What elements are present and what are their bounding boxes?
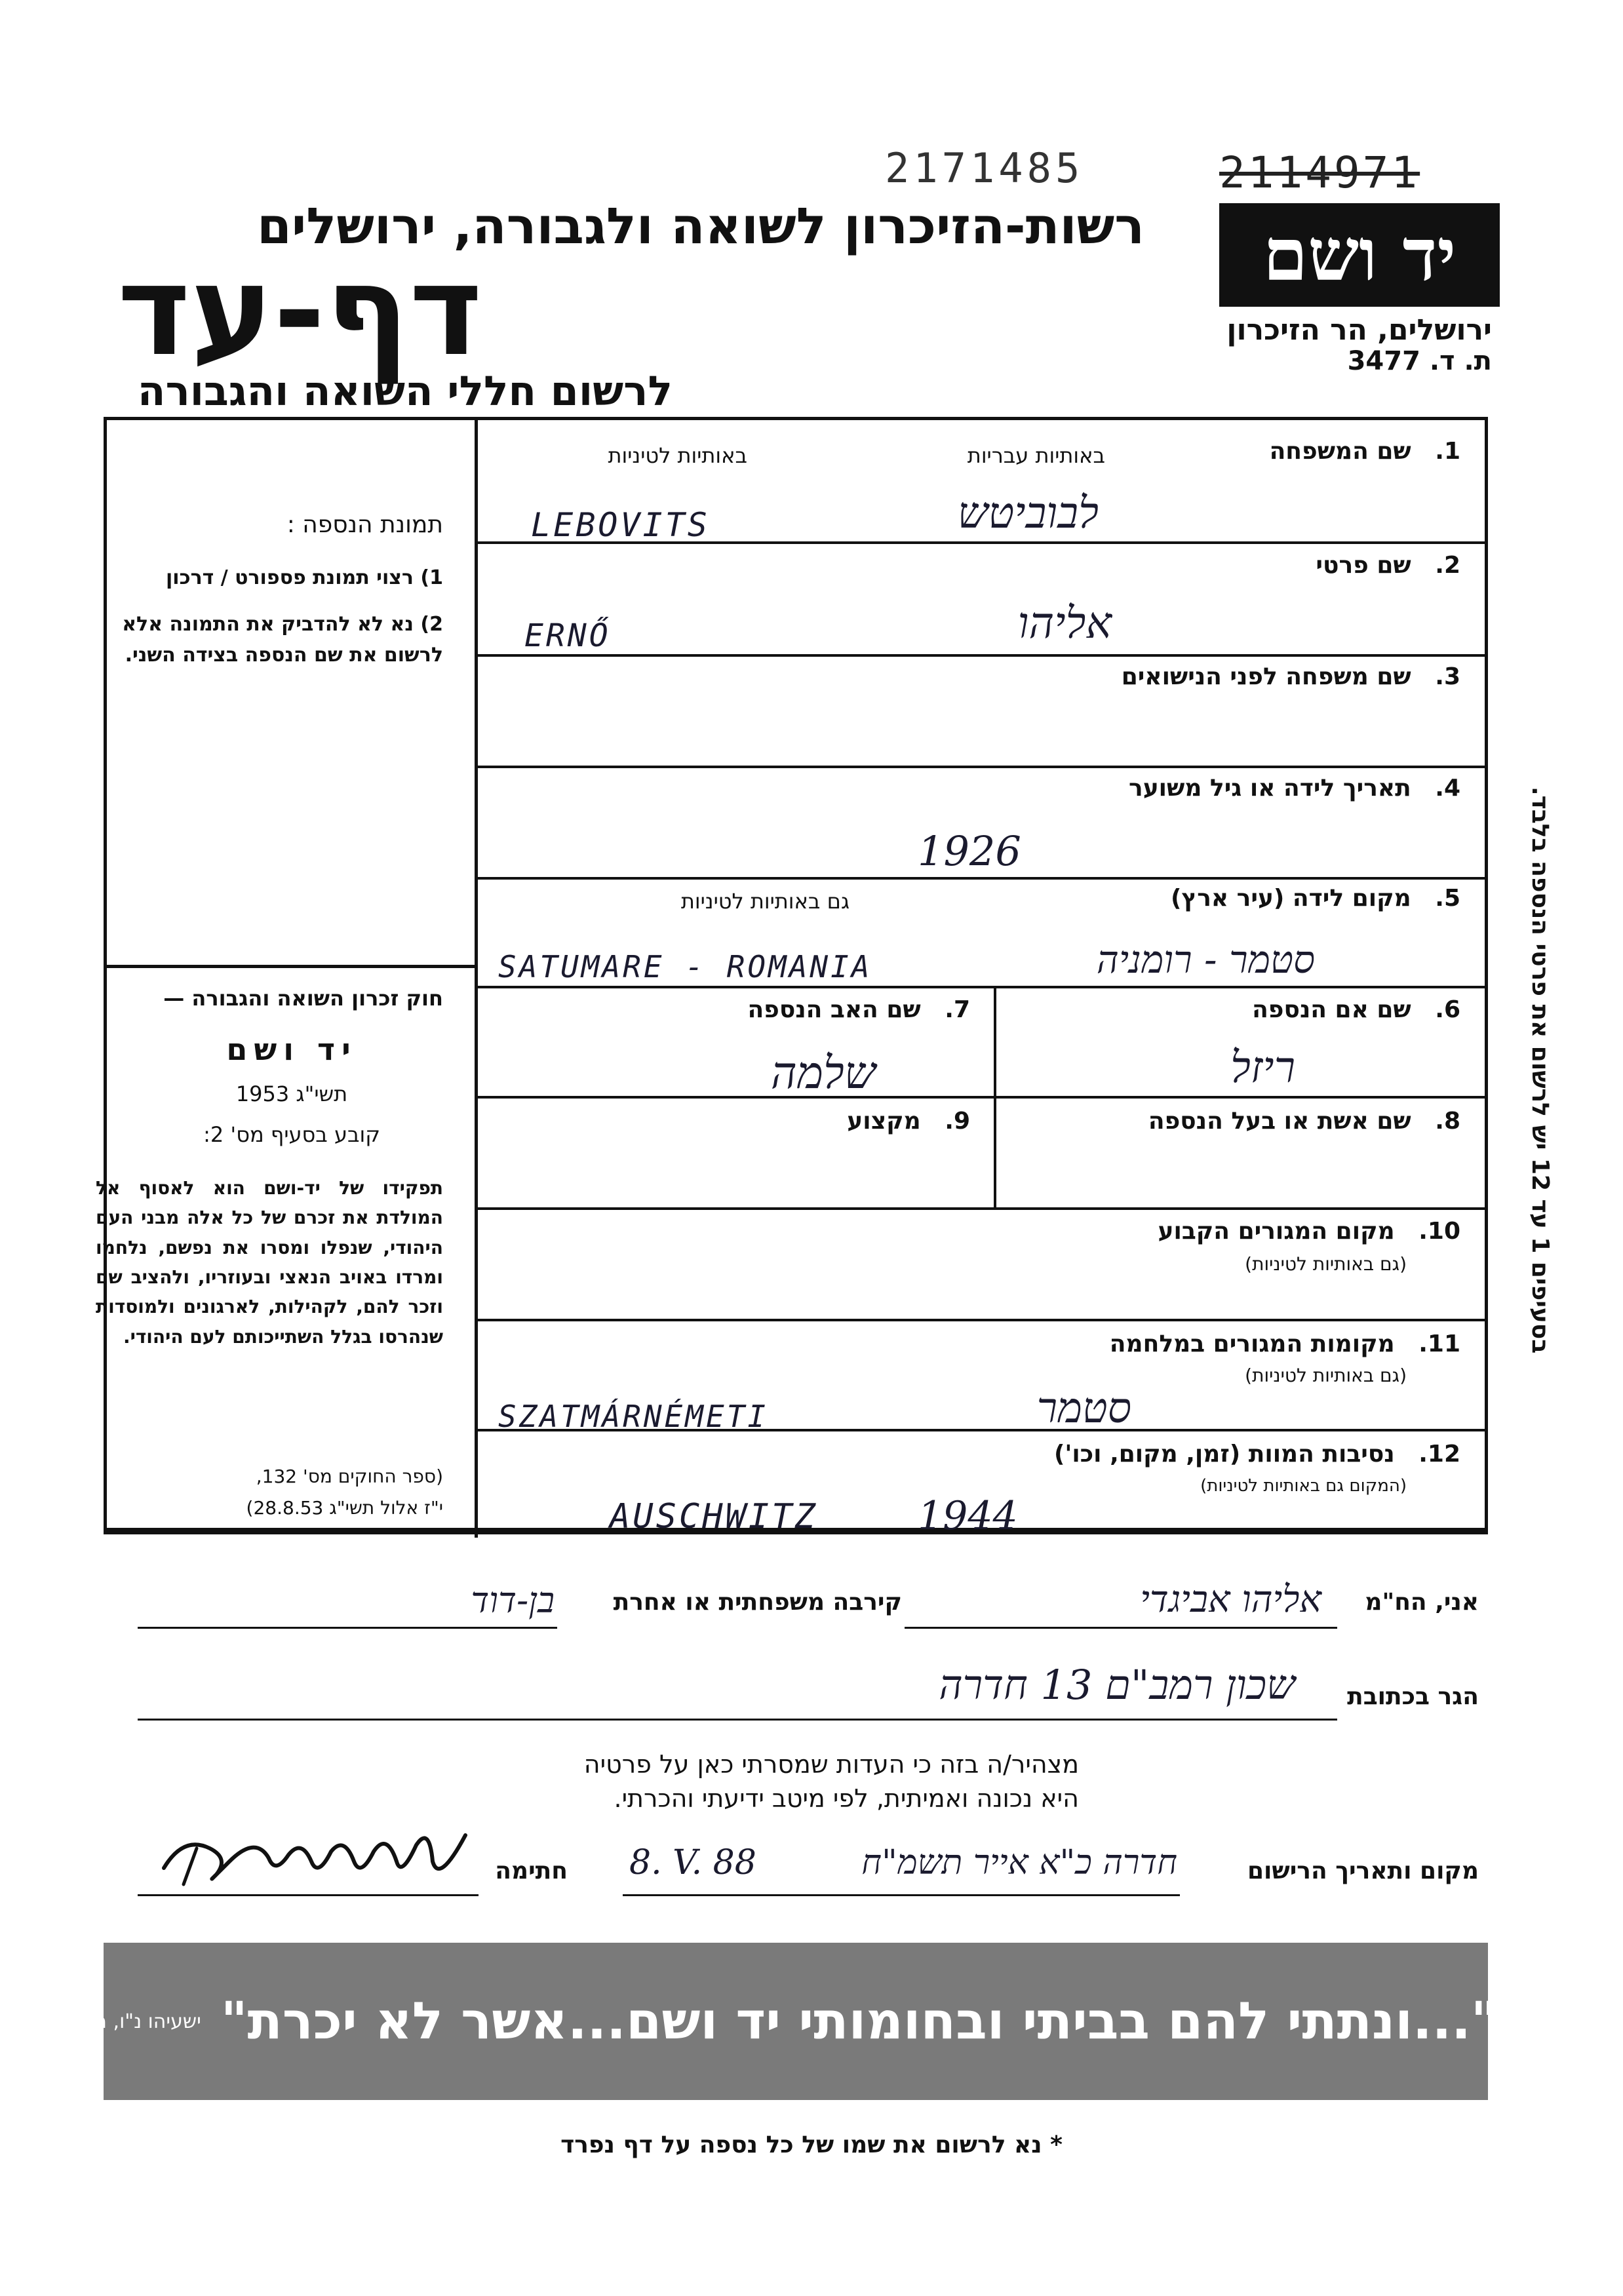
split-divider (994, 986, 996, 1207)
field-9-text: מקצוע (847, 1108, 921, 1135)
field-12-label (1054, 1441, 1460, 1468)
field-8-label (1148, 1108, 1460, 1135)
side-divider (104, 965, 477, 968)
field-5-label (1171, 885, 1460, 912)
field-4-label (1129, 775, 1460, 802)
law-year: תשי"ג 1953 (235, 1081, 348, 1106)
field-6-label (1252, 996, 1460, 1023)
field-7-number: 7. (945, 996, 970, 1023)
field-2-number: 2. (1435, 552, 1460, 579)
field-1-latin-note: באותיות לטיניות (608, 443, 747, 468)
page-subtitle: לרשום חללי השואה והגבורה (137, 367, 673, 415)
column-divider (475, 417, 478, 1538)
field-10-label (1158, 1218, 1461, 1245)
relation-value[interactable]: בן-דוד (471, 1580, 555, 1621)
law-clause: קובע בסעיף מס' 2: (203, 1122, 380, 1147)
wartime-residence-hebrew-value[interactable]: סטמר (1036, 1384, 1131, 1433)
death-year-value[interactable]: 1944 (918, 1493, 1018, 1539)
logo-text: יד ושם (1262, 212, 1457, 297)
field-8-text: שם אשת או בעל הנספה (1148, 1108, 1411, 1135)
banner-source: ישעיהו נ"ו, ה (94, 2010, 201, 2033)
field-9-label (847, 1108, 970, 1135)
address-value[interactable]: שכון רמב"ם 13 חדרה (939, 1661, 1295, 1709)
field-11-label (1110, 1331, 1460, 1357)
field-10-sub: (גם באותיות לטיניות) (1245, 1253, 1407, 1275)
field-11-number: 11. (1418, 1331, 1460, 1357)
field-9-number: 9. (945, 1108, 970, 1135)
field-11-sub: (גם באותיות לטיניות) (1245, 1365, 1407, 1386)
field-2-text: שם פרטי (1316, 552, 1411, 579)
relation-label: קירבה משפחתית או אחרת (613, 1589, 902, 1616)
declarant-name-line (905, 1627, 1337, 1629)
law-source-2: י"ז אלול תשי"ג 28.8.53) (246, 1497, 443, 1519)
place-date-label: מקום ותאריך הרישום (1247, 1858, 1479, 1884)
surname-hebrew-value[interactable]: לבוביטש (957, 488, 1099, 538)
row-divider (475, 1096, 1488, 1099)
birthplace-hebrew-value[interactable]: סטמר - רומניה (1096, 937, 1315, 982)
photo-note-1: 1) רצוי תמונת פספורט / דרכון (165, 566, 443, 589)
field-5-number: 5. (1435, 885, 1460, 912)
field-12-number: 12. (1418, 1441, 1460, 1468)
field-3-number: 3. (1435, 663, 1460, 690)
mother-name-value[interactable]: ריזל (1230, 1042, 1295, 1093)
field-4-text: תאריך לידה או גיל משוער (1129, 775, 1411, 802)
authority-heading: רשות-הזיכרון לשואה ולגבורה, ירושלים (257, 197, 1144, 255)
field-7-text: שם האב הנספה (747, 996, 921, 1023)
surname-latin-value[interactable]: LEBOVITS (531, 506, 710, 544)
field-3-label (1122, 663, 1460, 690)
statement-line-1: מצהיר/ה בזה כי העדות שמסרתי כאן על פרטיה (583, 1750, 1079, 1779)
page-title: דף-עד (117, 239, 482, 383)
field-1-hebrew-note: באותיות עבריות (967, 443, 1105, 468)
field-12-sub: (המקום גם באותיות לטיניות) (1200, 1476, 1407, 1496)
registration-date-value[interactable]: 8. V. 88 (629, 1843, 756, 1882)
field-1-number: 1. (1435, 438, 1460, 465)
photo-title: תמונת הנספה : (286, 511, 443, 538)
field-10-number: 10. (1418, 1218, 1460, 1245)
law-source-1: (ספר החוקים מס' 132, (256, 1466, 443, 1487)
field-5-text: מקום לידה (עיר ארץ) (1171, 885, 1411, 912)
law-title: חוק זכרון השואה והגבורה — (163, 986, 443, 1011)
row-divider (475, 986, 1488, 988)
place-date-line (623, 1894, 1180, 1896)
signature-image (157, 1822, 472, 1894)
law-body: תפקידו של יד-ושם הוא לאסוף אל המולדת את זכרם של כל אלה מבני העם היהודי, שנפלו ומסרו את נפשם, נלחמו ומרדו באויב הנאצי ובעוזריו, ולהציב שם וזכר להם, לקהילות, לארגונים ולמוסדות שנהרסו בגלל השתייכותם לעם היהודי. (96, 1177, 443, 1348)
address-line (138, 1719, 1337, 1721)
row-divider (475, 877, 1488, 880)
field-7-label (747, 996, 970, 1023)
row-divider (475, 1207, 1488, 1210)
first-name-hebrew-value[interactable]: אליהו (1017, 598, 1112, 648)
first-name-latin-value[interactable]: ERNŐ (524, 617, 611, 654)
relation-line (138, 1627, 557, 1629)
form-number: 2171485 (885, 144, 1084, 192)
field-10-text: מקום המגורים הקבוע (1158, 1218, 1395, 1245)
field-12-text: נסיבות המוות (זמן, מקום, וכו') (1053, 1441, 1395, 1468)
yad-vashem-logo (1219, 203, 1500, 307)
declarant-name-value[interactable]: אליהו אביגדי (1140, 1578, 1321, 1621)
field-5-latin-note: גם באותיות לטיניות (680, 889, 850, 914)
field-3-text: שם משפחה לפני הנישואים (1121, 663, 1411, 690)
law-name: יד ושם (226, 1032, 357, 1067)
address-line-1: ירושלים, הר הזיכרון (1226, 313, 1492, 347)
photo-note-2: 2) נא לא להדביק את התמונה אלא לרשום את שם הנספה בצידה השני. (122, 613, 443, 667)
registry-number: 2114971 (1219, 147, 1420, 198)
address-label: הגר בכתובת (1347, 1683, 1479, 1710)
statement-line-2: היא נכונה ואמיתית, לפי מיטב ידיעתי והכרתי. (614, 1784, 1079, 1813)
signature-line (138, 1894, 479, 1896)
field-6-text: שם אם הנספה (1252, 996, 1411, 1023)
row-divider (475, 766, 1488, 768)
row-divider (475, 1319, 1488, 1321)
row-divider (475, 654, 1488, 657)
quote-banner (94, 1943, 1498, 2100)
field-6-number: 6. (1435, 996, 1460, 1023)
side-note: בסעיפים 1 עד 12 יש לרשום את פרטי הנספה בלבד. (1527, 787, 1554, 1354)
field-1-text: שם המשפחה (1269, 438, 1411, 465)
address-line-2: ת. ד. 3477 (1347, 346, 1492, 376)
field-2-label (1316, 552, 1460, 579)
footer-note: * נא לרשום את שמו של כל נספה על דף נפרד (560, 2131, 1063, 2158)
field-8-number: 8. (1435, 1108, 1460, 1135)
wartime-residence-latin-value[interactable]: SZATMÁRNÉMETI (498, 1399, 769, 1434)
father-name-value[interactable]: שלמה (770, 1047, 876, 1099)
field-4-number: 4. (1435, 775, 1460, 802)
death-place-value[interactable]: AUSCHWITZ (610, 1497, 818, 1536)
banner-quote: "...ונתתי להם בביתי ובחומותי יד ושם...אשר לא יכרת" (220, 1992, 1498, 2051)
birthplace-latin-value[interactable]: SATUMARE - ROMANIA (498, 949, 872, 984)
birth-year-value[interactable]: 1926 (918, 827, 1021, 875)
signature-label: חתימה (495, 1858, 568, 1884)
registration-place-value[interactable]: חדרה כ"א אייר תשמ"ח (861, 1843, 1177, 1882)
field-11-text: מקומות המגורים במלחמה (1109, 1331, 1395, 1357)
field-1-label (1270, 438, 1460, 465)
declarant-prefix: אני, הח"מ (1365, 1589, 1479, 1616)
